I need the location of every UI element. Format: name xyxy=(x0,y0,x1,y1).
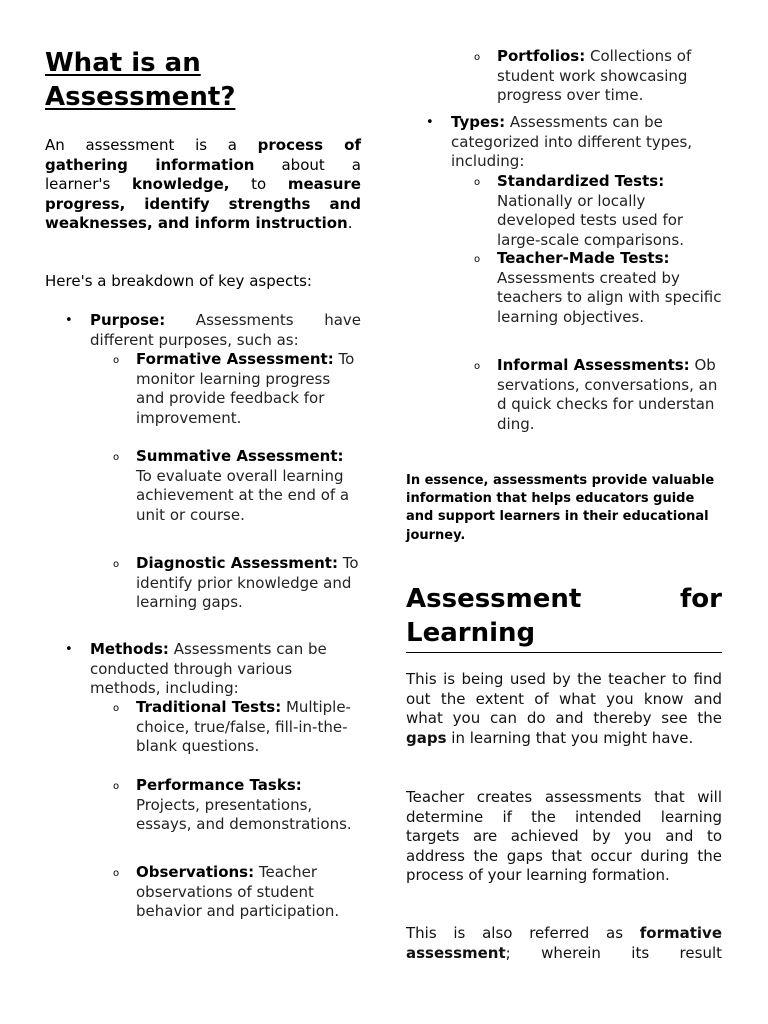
sub-item-informal-assessments xyxy=(474,356,723,434)
essence-summary: In essence, assessments provide valuable information that helps educators guide and support learners in their educational journey. xyxy=(406,473,715,543)
bullet-marker: • xyxy=(426,115,434,130)
sub-item-text: Summative Assessment: To evaluate overall learning achievement at the end of a unit or course. xyxy=(136,447,350,524)
sub-item-summative xyxy=(113,447,362,525)
sub-item-text: Observations: Teacher observations of student behavior and participation. xyxy=(136,863,340,921)
sub-marker: o xyxy=(113,559,120,570)
sub-marker: o xyxy=(113,781,120,792)
sub-item-standardized-tests xyxy=(474,172,723,250)
sub-item-performance-tasks xyxy=(113,776,362,835)
bullet-purpose-text: Purpose: Assessments have different purposes, such as: xyxy=(90,311,361,349)
page-title: What is an Assessment? xyxy=(45,48,236,112)
sub-item-text: Portfolios: Collections of student work showcasing progress over time. xyxy=(497,47,692,105)
sub-item-diagnostic xyxy=(113,554,362,613)
bullet-types-text: Types: Assessments can be categorized into different types, including: xyxy=(451,113,693,171)
afl-paragraph-3: This is also referred as formative assessment; wherein its result xyxy=(406,924,722,962)
sub-marker: o xyxy=(113,868,120,879)
bullet-marker: • xyxy=(65,642,73,657)
sub-item-observations xyxy=(113,863,362,922)
sub-item-teacher-made-tests xyxy=(474,249,723,327)
afl-paragraph-2: Teacher creates assessments that will determine if the intended learning targets are achieved by you and to address the gaps that occur during the process of your learning formation. xyxy=(406,788,722,885)
sub-marker: o xyxy=(474,254,481,265)
bullet-purpose xyxy=(45,311,361,350)
sub-item-portfolios xyxy=(474,47,723,106)
bullet-marker: • xyxy=(65,313,73,328)
bullet-methods-text: Methods: Assessments can be conducted through various methods, including: xyxy=(90,640,327,698)
sub-marker: o xyxy=(474,177,481,188)
section-title-assessment-for-learning: Assessment for Learning xyxy=(406,582,722,653)
sub-item-text: Teacher-Made Tests: Assessments created by teachers to align with specific learning objectives. xyxy=(497,249,722,326)
intro-paragraph: An assessment is a process of gathering information about a learner's knowledge, to measure progress, identify strengths and weaknesses, and inform instruction. xyxy=(45,136,361,233)
sub-item-text: Performance Tasks: Projects, presentations, essays, and demonstrations. xyxy=(136,776,352,834)
sub-item-formative xyxy=(113,350,362,428)
sub-item-text: Traditional Tests: Multiple-choice, true/false, fill-in-the-blank questions. xyxy=(136,698,351,756)
bullet-methods xyxy=(45,640,361,699)
sub-marker: o xyxy=(113,452,120,463)
breakdown-line: Here's a breakdown of key aspects: xyxy=(45,272,312,290)
bullet-types xyxy=(406,113,722,172)
sub-item-text: Diagnostic Assessment: To identify prior knowledge and learning gaps. xyxy=(136,554,359,612)
sub-item-text: Informal Assessments: Observations, conversations, and quick checks for understanding. xyxy=(497,356,718,433)
afl-paragraph-1: This is being used by the teacher to find out the extent of what you know and what you can do and thereby see the gaps in learning that you might have. xyxy=(406,670,722,747)
sub-item-text: Standardized Tests: Nationally or locally developed tests used for large-scale comparisons. xyxy=(497,172,685,249)
sub-marker: o xyxy=(113,355,120,366)
sub-item-traditional-tests xyxy=(113,698,362,757)
sub-marker: o xyxy=(474,52,481,63)
sub-marker: o xyxy=(113,703,120,714)
sub-item-text: Formative Assessment: To monitor learning progress and provide feedback for improvement. xyxy=(136,350,355,427)
sub-marker: o xyxy=(474,361,481,372)
